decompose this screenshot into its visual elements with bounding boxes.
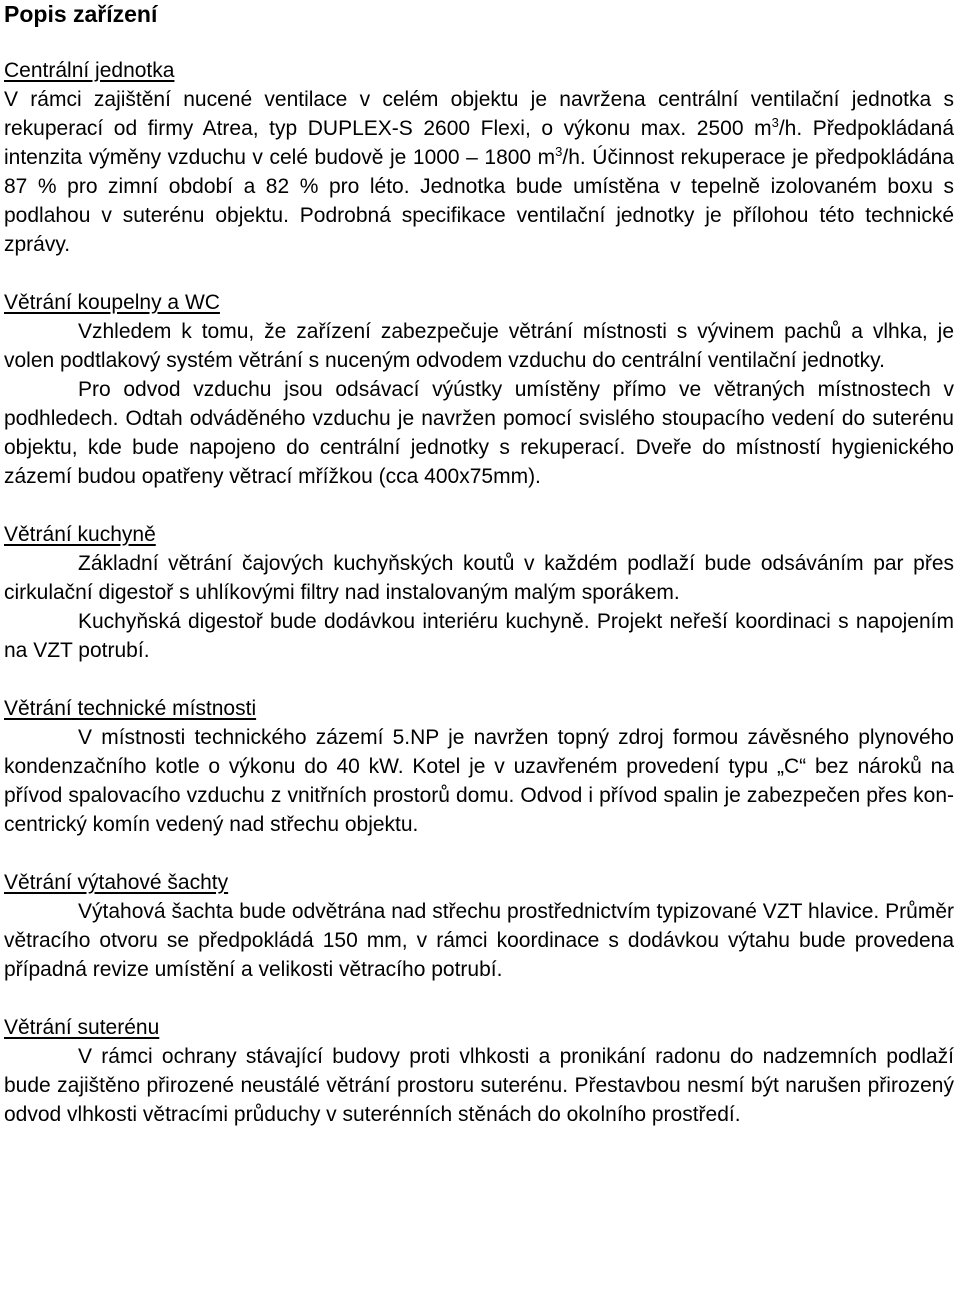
- section-paragraph: Základní větrání čajových kuchyňských koutů v každém podlaží bude odsáváním par přes cirkulační digestoř s uhlíkovými filtry nad instalovaným malým sporákem.: [4, 552, 954, 604]
- section-heading: Větrání kuchyně: [4, 523, 156, 546]
- section-paragraph: V místnosti technického zázemí 5.NP je navržen topný zdroj formou závěsného plynového kondenzačního kotle o výkonu do 40 kW. Kotel je v uzavřeném provedení typu „C“ bez nároků na přívod spalovacího vzduchu z vnitřních prostorů domu. Odvod i přívod spalin je zabezpečen přes kon-centrický komín vedený nad střechu objektu.: [4, 726, 954, 836]
- section-paragraph: V rámci ochrany stávající budovy proti vlhkosti a pronikání radonu do nadzemních podlaží bude zajištěno přirozené neustálé větrání prostoru suterénu. Přestavbou nesmí být narušen přirozený odvod vlhkosti větracími průduchy v suterénních stěnách do okolního prostředí.: [4, 1045, 954, 1126]
- central-unit-paragraph: [4, 85, 954, 259]
- section-heading: Centrální jednotka: [4, 59, 175, 82]
- section-bathroom-ventilation: [4, 288, 954, 491]
- superscript: 3: [771, 115, 779, 130]
- section-paragraph: Vzhledem k tomu, že zařízení zabezpečuje větrání místnosti s vývinem pachů a vlhka, je volen podtlakový systém větrání s nuceným odvodem vzduchu do centrální ventilační jednotky.: [4, 320, 954, 372]
- section-paragraph: Výtahová šachta bude odvětrána nad střechu prostřednictvím typizované VZT hlavice. Průměr větracího otvoru se předpokládá 150 mm, v rámci koordinace s dodávkou výtahu bude provedena případná revize umístění a velikosti větracího potrubí.: [4, 900, 954, 981]
- section-heading: Větrání výtahové šachty: [4, 871, 229, 894]
- superscript: 3: [555, 144, 563, 159]
- section-technical-room-ventilation: [4, 694, 954, 839]
- spacer: [4, 665, 954, 694]
- spacer: [4, 259, 954, 288]
- spacer: [4, 491, 954, 520]
- section-elevator-shaft-ventilation: [4, 868, 954, 984]
- section-paragraph: Pro odvod vzduchu jsou odsávací výústky umístěny přímo ve větraných místnostech v podhledech. Odtah odváděného vzduchu je navržen pomocí svislého stoupacího vedení do suterénu objektu, kde bude napojeno do centrální jednotky s rekuperací. Dveře do místností hygienického zázemí budou opatřeny větrací mřížkou (cca 400x75mm).: [4, 378, 954, 488]
- central-unit-text-2: /h. Předpokládaná intenzita výměny vzduchu v celé budově je 1000 – 1800 m: [4, 117, 955, 169]
- spacer: [4, 839, 954, 868]
- section-kitchen-ventilation: [4, 520, 954, 665]
- spacer: [4, 984, 954, 1013]
- page-title: Popis zařízení: [4, 1, 158, 27]
- central-unit-text-1: V rámci zajištění nucené ventilace v celém objektu je navržena centrální ventilační jednotka s rekuperací od firmy Atrea, typ DUPLEX-S 2600 Flexi, o výkonu max. 2500 m: [4, 88, 954, 140]
- section-basement-ventilation: [4, 1013, 954, 1129]
- section-heading: Větrání koupelny a WC: [4, 291, 220, 314]
- section-heading: Větrání suterénu: [4, 1016, 160, 1039]
- section-central-unit: [4, 56, 954, 259]
- section-heading: Větrání technické místnosti: [4, 697, 257, 720]
- central-unit-text-3: /h. Účinnost rekuperace je předpokládána 87 % pro zimní období a 82 % pro léto. Jednotka bude umístěna v tepelně izolovaném boxu s podlahou v suterénu objektu. Podrobná specifikace ventilační jednotky je přílohou této technické zprávy.: [4, 146, 954, 256]
- section-paragraph: Kuchyňská digestoř bude dodávkou interiéru kuchyně. Projekt neřeší koordinaci s napojením na VZT potrubí.: [4, 610, 954, 662]
- spacer: [4, 28, 954, 56]
